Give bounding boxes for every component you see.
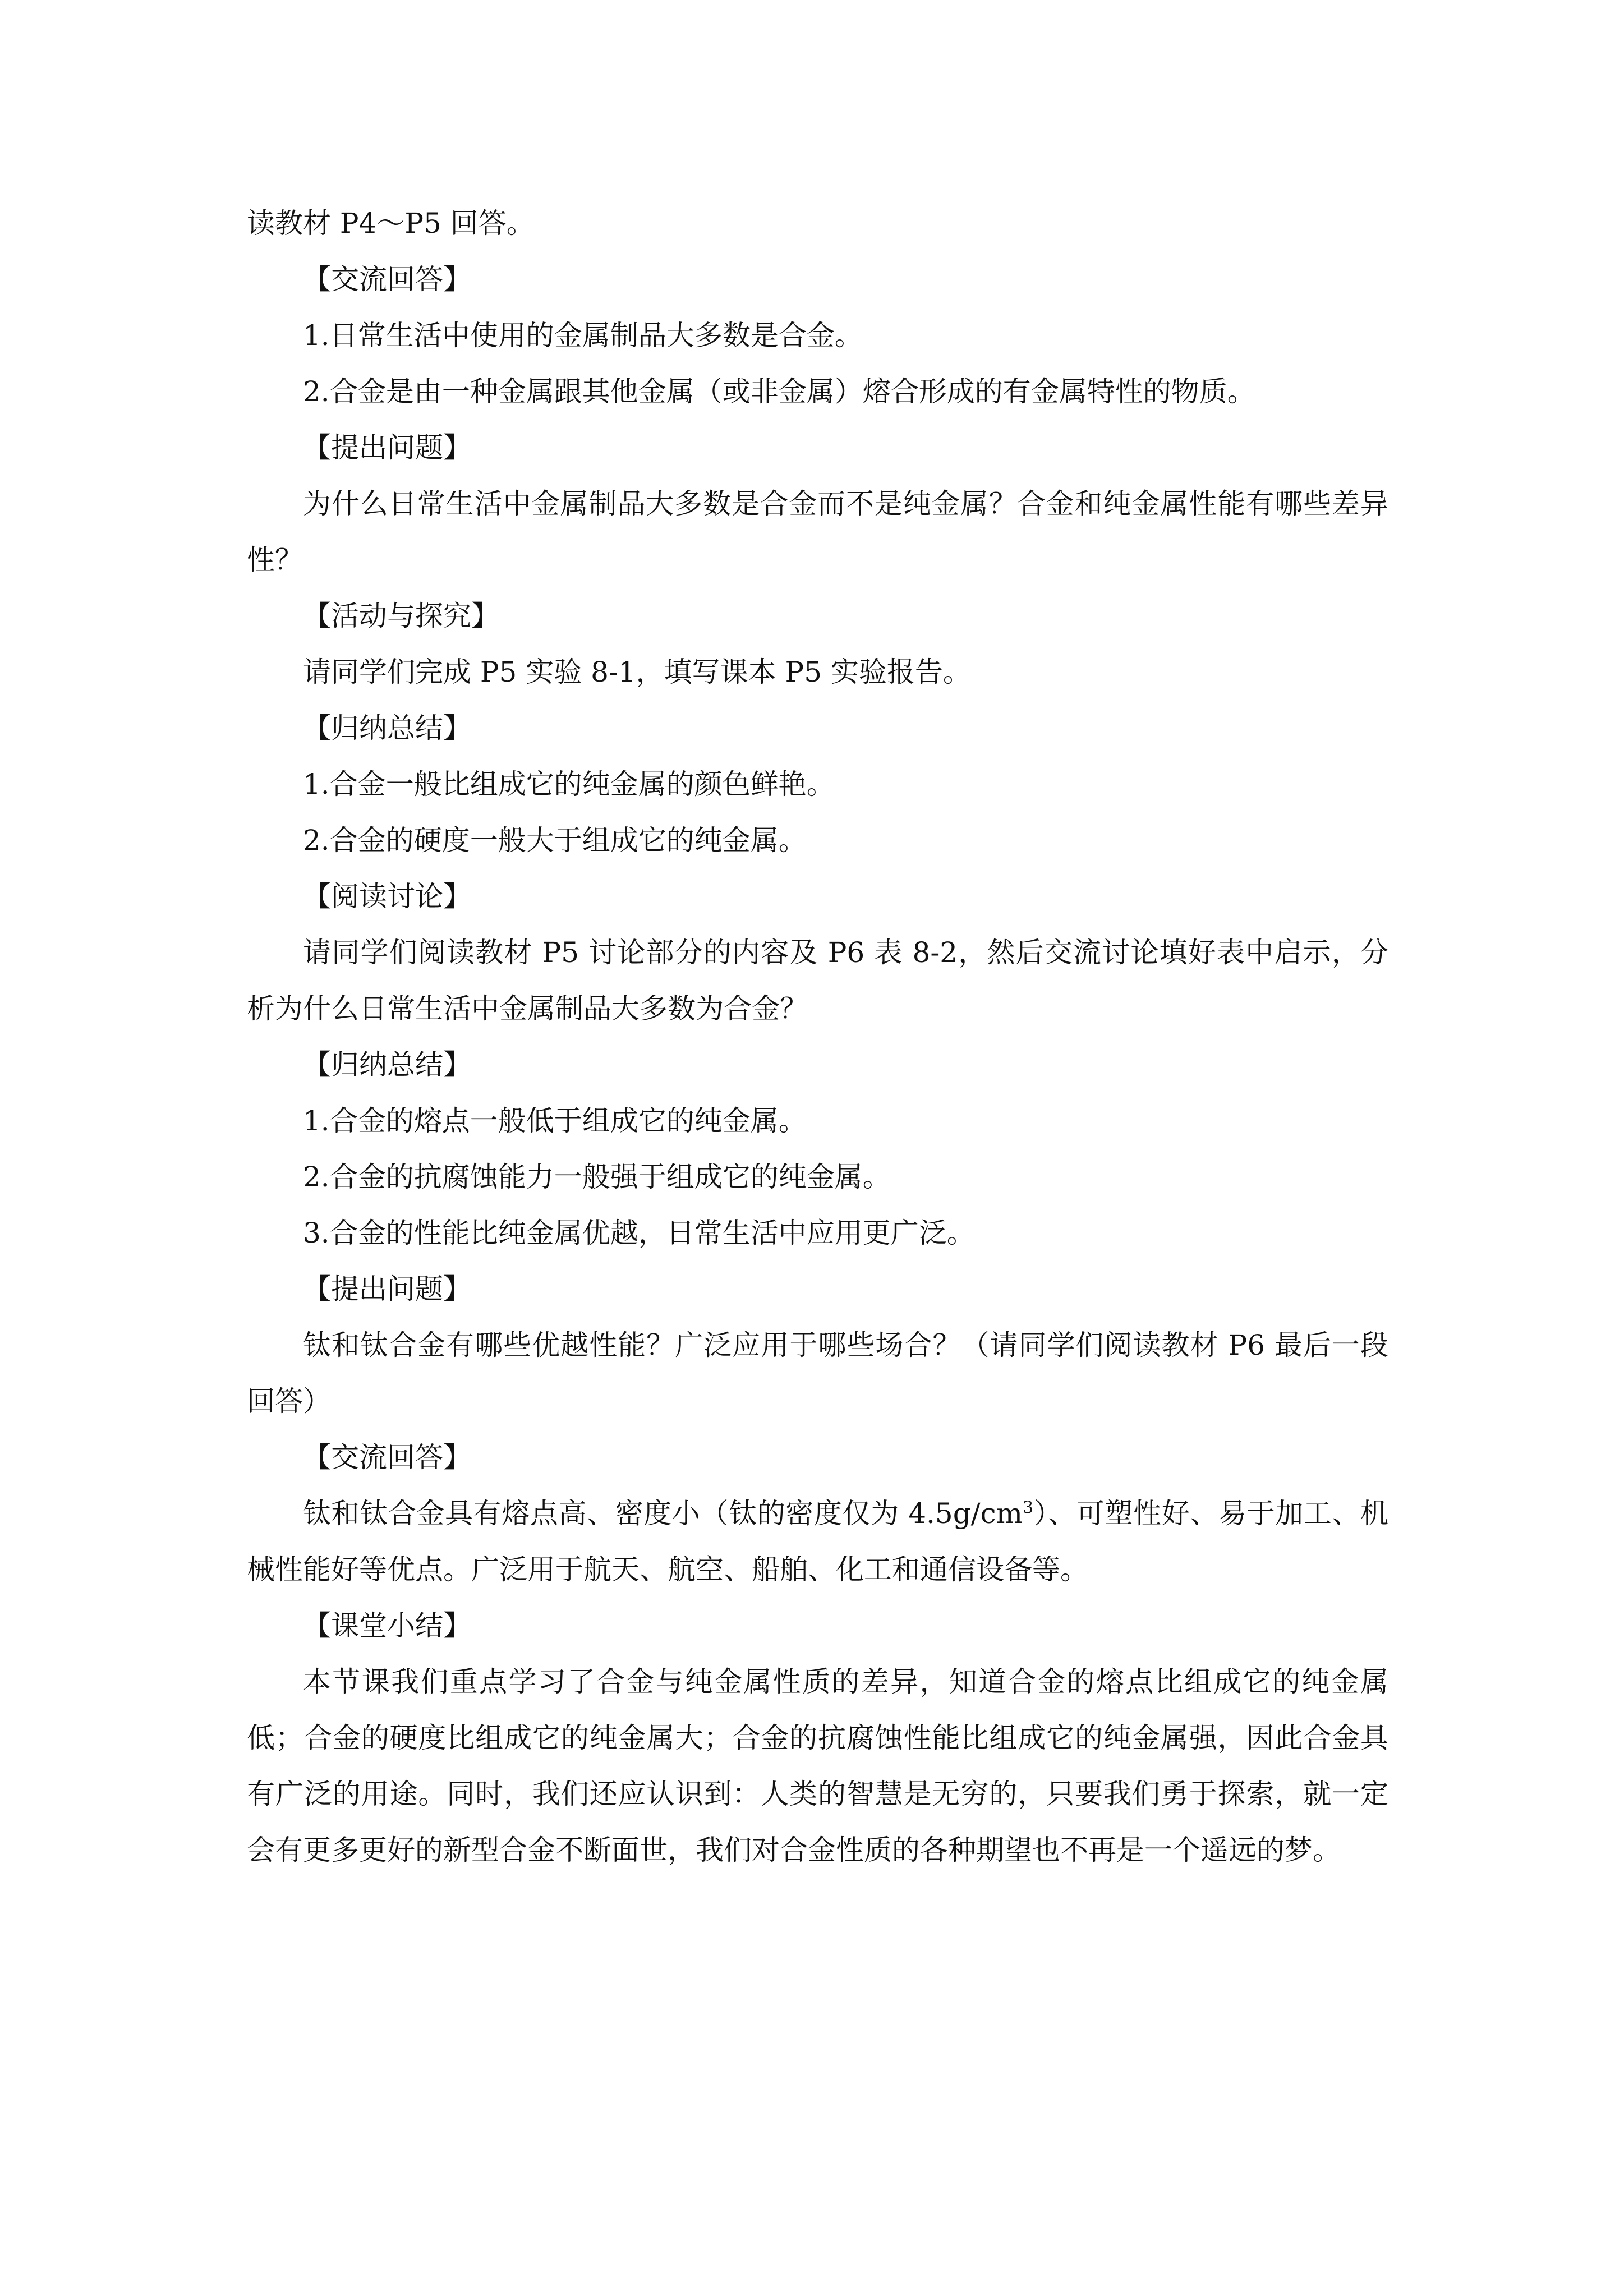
summary-item: 2.合金的抗腐蚀能力一般强于组成它的纯金属。 [303,1161,891,1193]
section-heading: 【提出问题】 [303,431,471,464]
question-paragraph: 为什么日常生活中金属制品大多数是合金而不是纯金属？合金和纯金属性能有哪些差异性？ [247,487,1388,576]
section-heading: 【阅读讨论】 [303,880,471,913]
summary-item: 1.合金的熔点一般低于组成它的纯金属。 [303,1105,807,1137]
answer-item: 1.日常生活中使用的金属制品大多数是合金。 [303,319,863,352]
section-heading: 【归纳总结】 [303,712,471,744]
titanium-text-before: 钛和钛合金具有熔点高、密度小（钛的密度仅为 4.5g/cm [303,1497,1023,1530]
section-heading: 【归纳总结】 [303,1048,471,1081]
question-paragraph: 钛和钛合金有哪些优越性能？广泛应用于哪些场合？（请同学们阅读教材 P6 最后一段回答） [247,1329,1388,1418]
summary-item: 2.合金的硬度一般大于组成它的纯金属。 [303,824,807,857]
instruction-paragraph: 请同学们完成 P5 实验 8-1，填写课本 P5 实验报告。 [303,656,971,688]
section-heading: 【交流回答】 [303,1441,471,1474]
titanium-text-after: ）、可塑性好、易于加工、机械性能好等优点。广泛用于航天、航空、船舶、化工和通信设备等。 [247,1497,1388,1586]
summary-item: 3.合金的性能比纯金属优越，日常生活中应用更广泛。 [303,1217,975,1249]
summary-item: 1.合金一般比组成它的纯金属的颜色鲜艳。 [303,768,835,800]
titanium-answer-paragraph [247,1485,1388,1598]
section-heading: 【活动与探究】 [303,600,499,632]
answer-item: 2.合金是由一种金属跟其他金属（或非金属）熔合形成的有金属特性的物质。 [303,375,1255,408]
section-heading: 【提出问题】 [303,1273,471,1305]
class-summary-paragraph: 本节课我们重点学习了合金与纯金属性质的差异，知道合金的熔点比组成它的纯金属低；合金的硬度比组成它的纯金属大；合金的抗腐蚀性能比组成它的纯金属强，因此合金具有广泛的用途。同时，我们还应认识到：人类的智慧是无穷的，只要我们勇于探索，就一定会有更多更好的新型合金不断面世，我们对合金性质的各种期望也不再是一个遥远的梦。 [247,1665,1388,1866]
superscript-exponent: 3 [1023,1498,1034,1518]
section-heading: 【课堂小结】 [303,1609,471,1642]
document-body [247,195,1388,1878]
intro-line: 读教材 P4～P5 回答。 [247,207,535,240]
section-heading: 【交流回答】 [303,263,471,296]
discussion-paragraph: 请同学们阅读教材 P5 讨论部分的内容及 P6 表 8-2，然后交流讨论填好表中启示，分析为什么日常生活中金属制品大多数为合金？ [247,936,1388,1025]
